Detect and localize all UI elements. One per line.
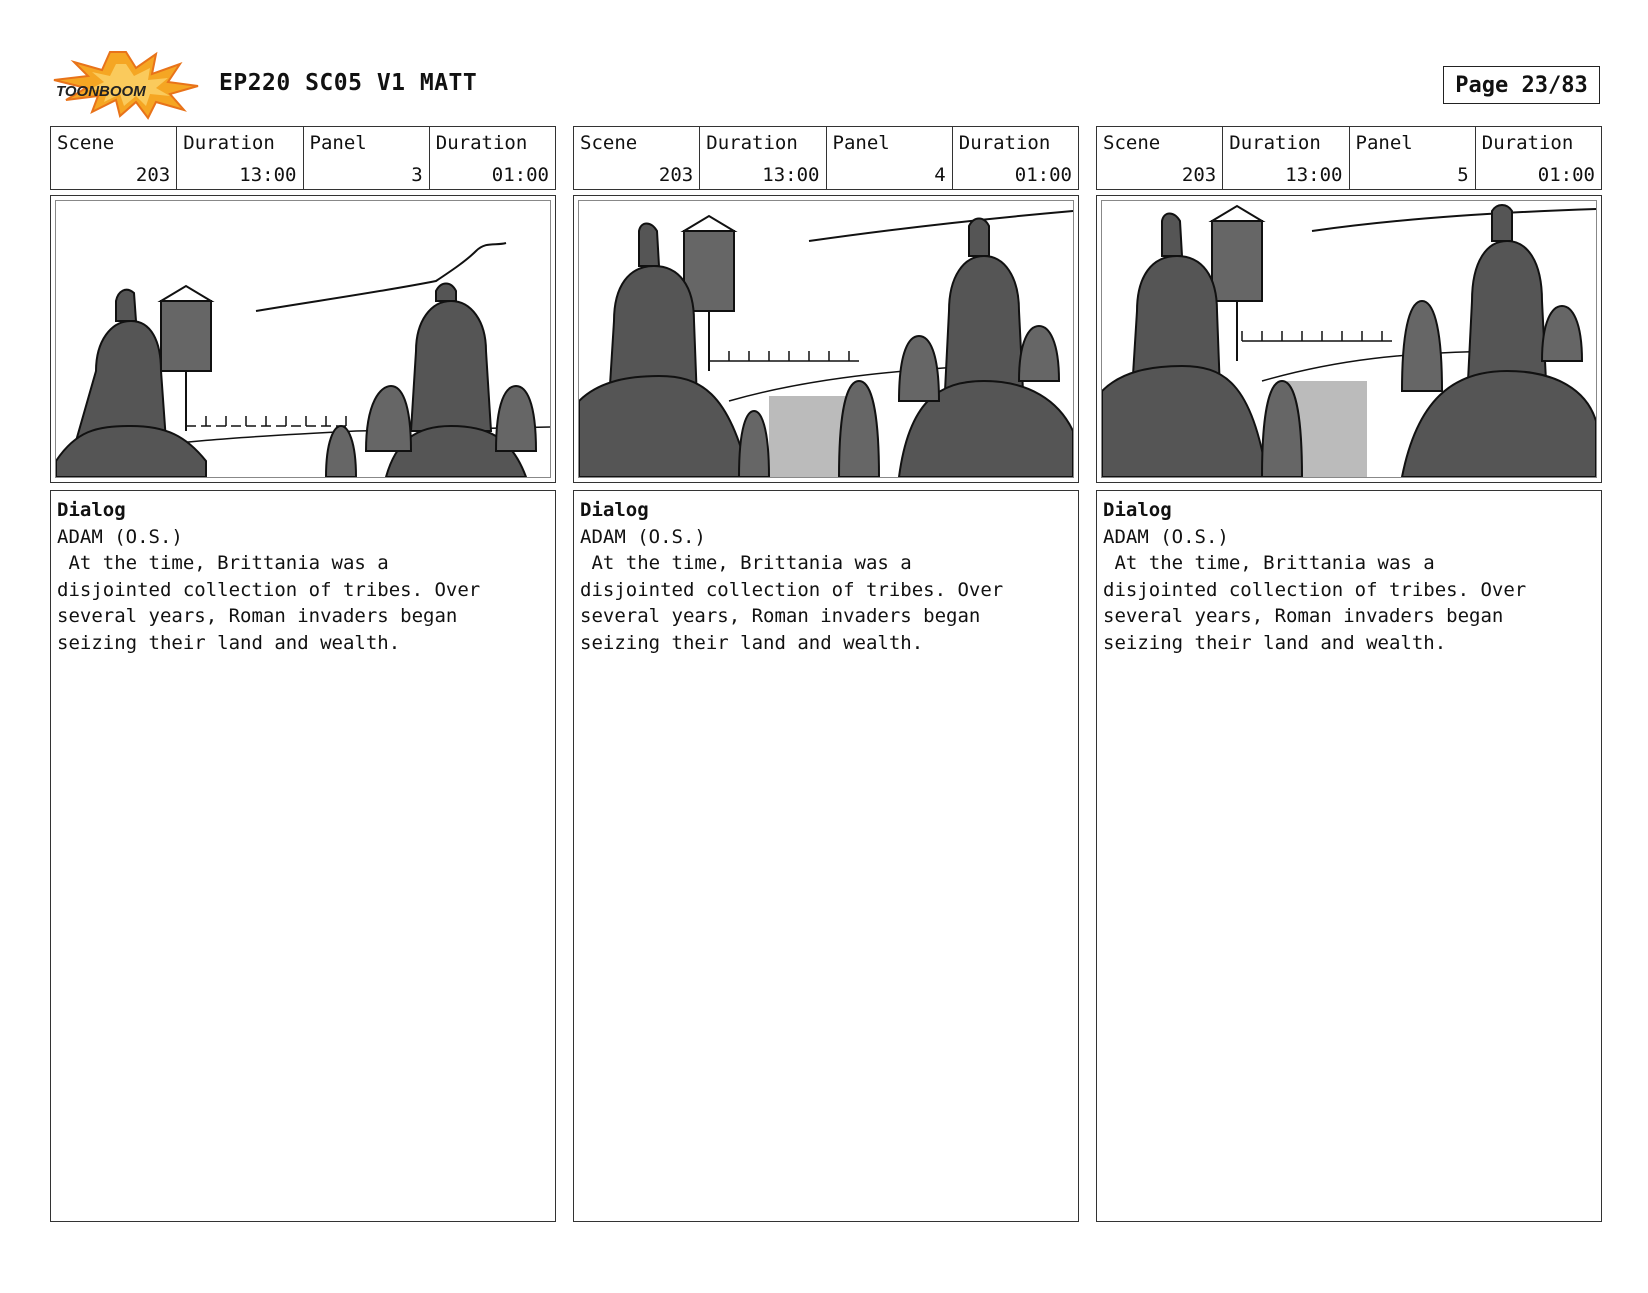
scene-duration-label: Duration <box>1229 132 1321 154</box>
dialog-box <box>573 490 1079 1222</box>
sketch-roman-soldiers-wide <box>55 200 551 478</box>
panel-label: Panel <box>309 132 367 154</box>
scene-label: Scene <box>580 132 638 154</box>
scene-value: 203 <box>135 164 171 186</box>
panel-duration-value: 01:00 <box>491 164 549 186</box>
panel-info-bar <box>50 126 556 190</box>
panel-label: Panel <box>832 132 890 154</box>
panel-value: 5 <box>1457 164 1469 186</box>
dialog-heading: Dialog <box>580 499 649 521</box>
panel-label: Panel <box>1355 132 1413 154</box>
scene-value: 203 <box>658 164 694 186</box>
scene-label: Scene <box>57 132 115 154</box>
storyboard-panel <box>1096 126 1602 1222</box>
scene-value: 203 <box>1181 164 1217 186</box>
panel-duration-value: 01:00 <box>1014 164 1072 186</box>
dialog-speaker: ADAM (O.S.) <box>57 525 183 548</box>
sketch-roman-soldiers-medium <box>578 200 1074 478</box>
panel-info-bar <box>573 126 1079 190</box>
panel-value: 4 <box>934 164 946 186</box>
sketch-roman-soldiers-close <box>1101 200 1597 478</box>
panel-image-frame <box>50 195 556 483</box>
dialog-heading: Dialog <box>1103 499 1172 521</box>
scene-duration-value: 13:00 <box>762 164 820 186</box>
scene-duration-label: Duration <box>706 132 798 154</box>
dialog-box <box>50 490 556 1222</box>
scene-label: Scene <box>1103 132 1161 154</box>
dialog-text: At the time, Brittania was a disjointed collection of tribes. Over several years, Roman invaders began seizing their land and wealth. <box>580 552 1004 654</box>
panel-info-bar <box>1096 126 1602 190</box>
panel-duration-label: Duration <box>958 132 1051 154</box>
storyboard-panel <box>50 126 556 1222</box>
dialog-speaker: ADAM (O.S.) <box>1103 525 1229 548</box>
panel-image-frame <box>1096 195 1602 483</box>
panel-image-frame <box>573 195 1079 483</box>
panel-duration-value: 01:00 <box>1537 164 1595 186</box>
dialog-text: At the time, Brittania was a disjointed collection of tribes. Over several years, Roman invaders began seizing their land and wealth. <box>57 552 481 654</box>
panel-value: 3 <box>411 164 423 186</box>
scene-duration-value: 13:00 <box>239 164 297 186</box>
document-title: EP220 SC05 V1 MATT <box>219 70 478 96</box>
dialog-text: At the time, Brittania was a disjointed collection of tribes. Over several years, Roman invaders began seizing their land and wealth. <box>1103 552 1527 654</box>
scene-duration-value: 13:00 <box>1285 164 1343 186</box>
page-indicator: Page 23/83 <box>1443 66 1600 104</box>
toonboom-logo <box>52 50 200 120</box>
dialog-heading: Dialog <box>57 499 126 521</box>
scene-duration-label: Duration <box>183 132 275 154</box>
dialog-box <box>1096 490 1602 1222</box>
logo-text: TOONBOOM <box>56 83 146 100</box>
storyboard-panel <box>573 126 1079 1222</box>
dialog-speaker: ADAM (O.S.) <box>580 525 706 548</box>
panel-duration-label: Duration <box>435 132 528 154</box>
panel-duration-label: Duration <box>1481 132 1574 154</box>
